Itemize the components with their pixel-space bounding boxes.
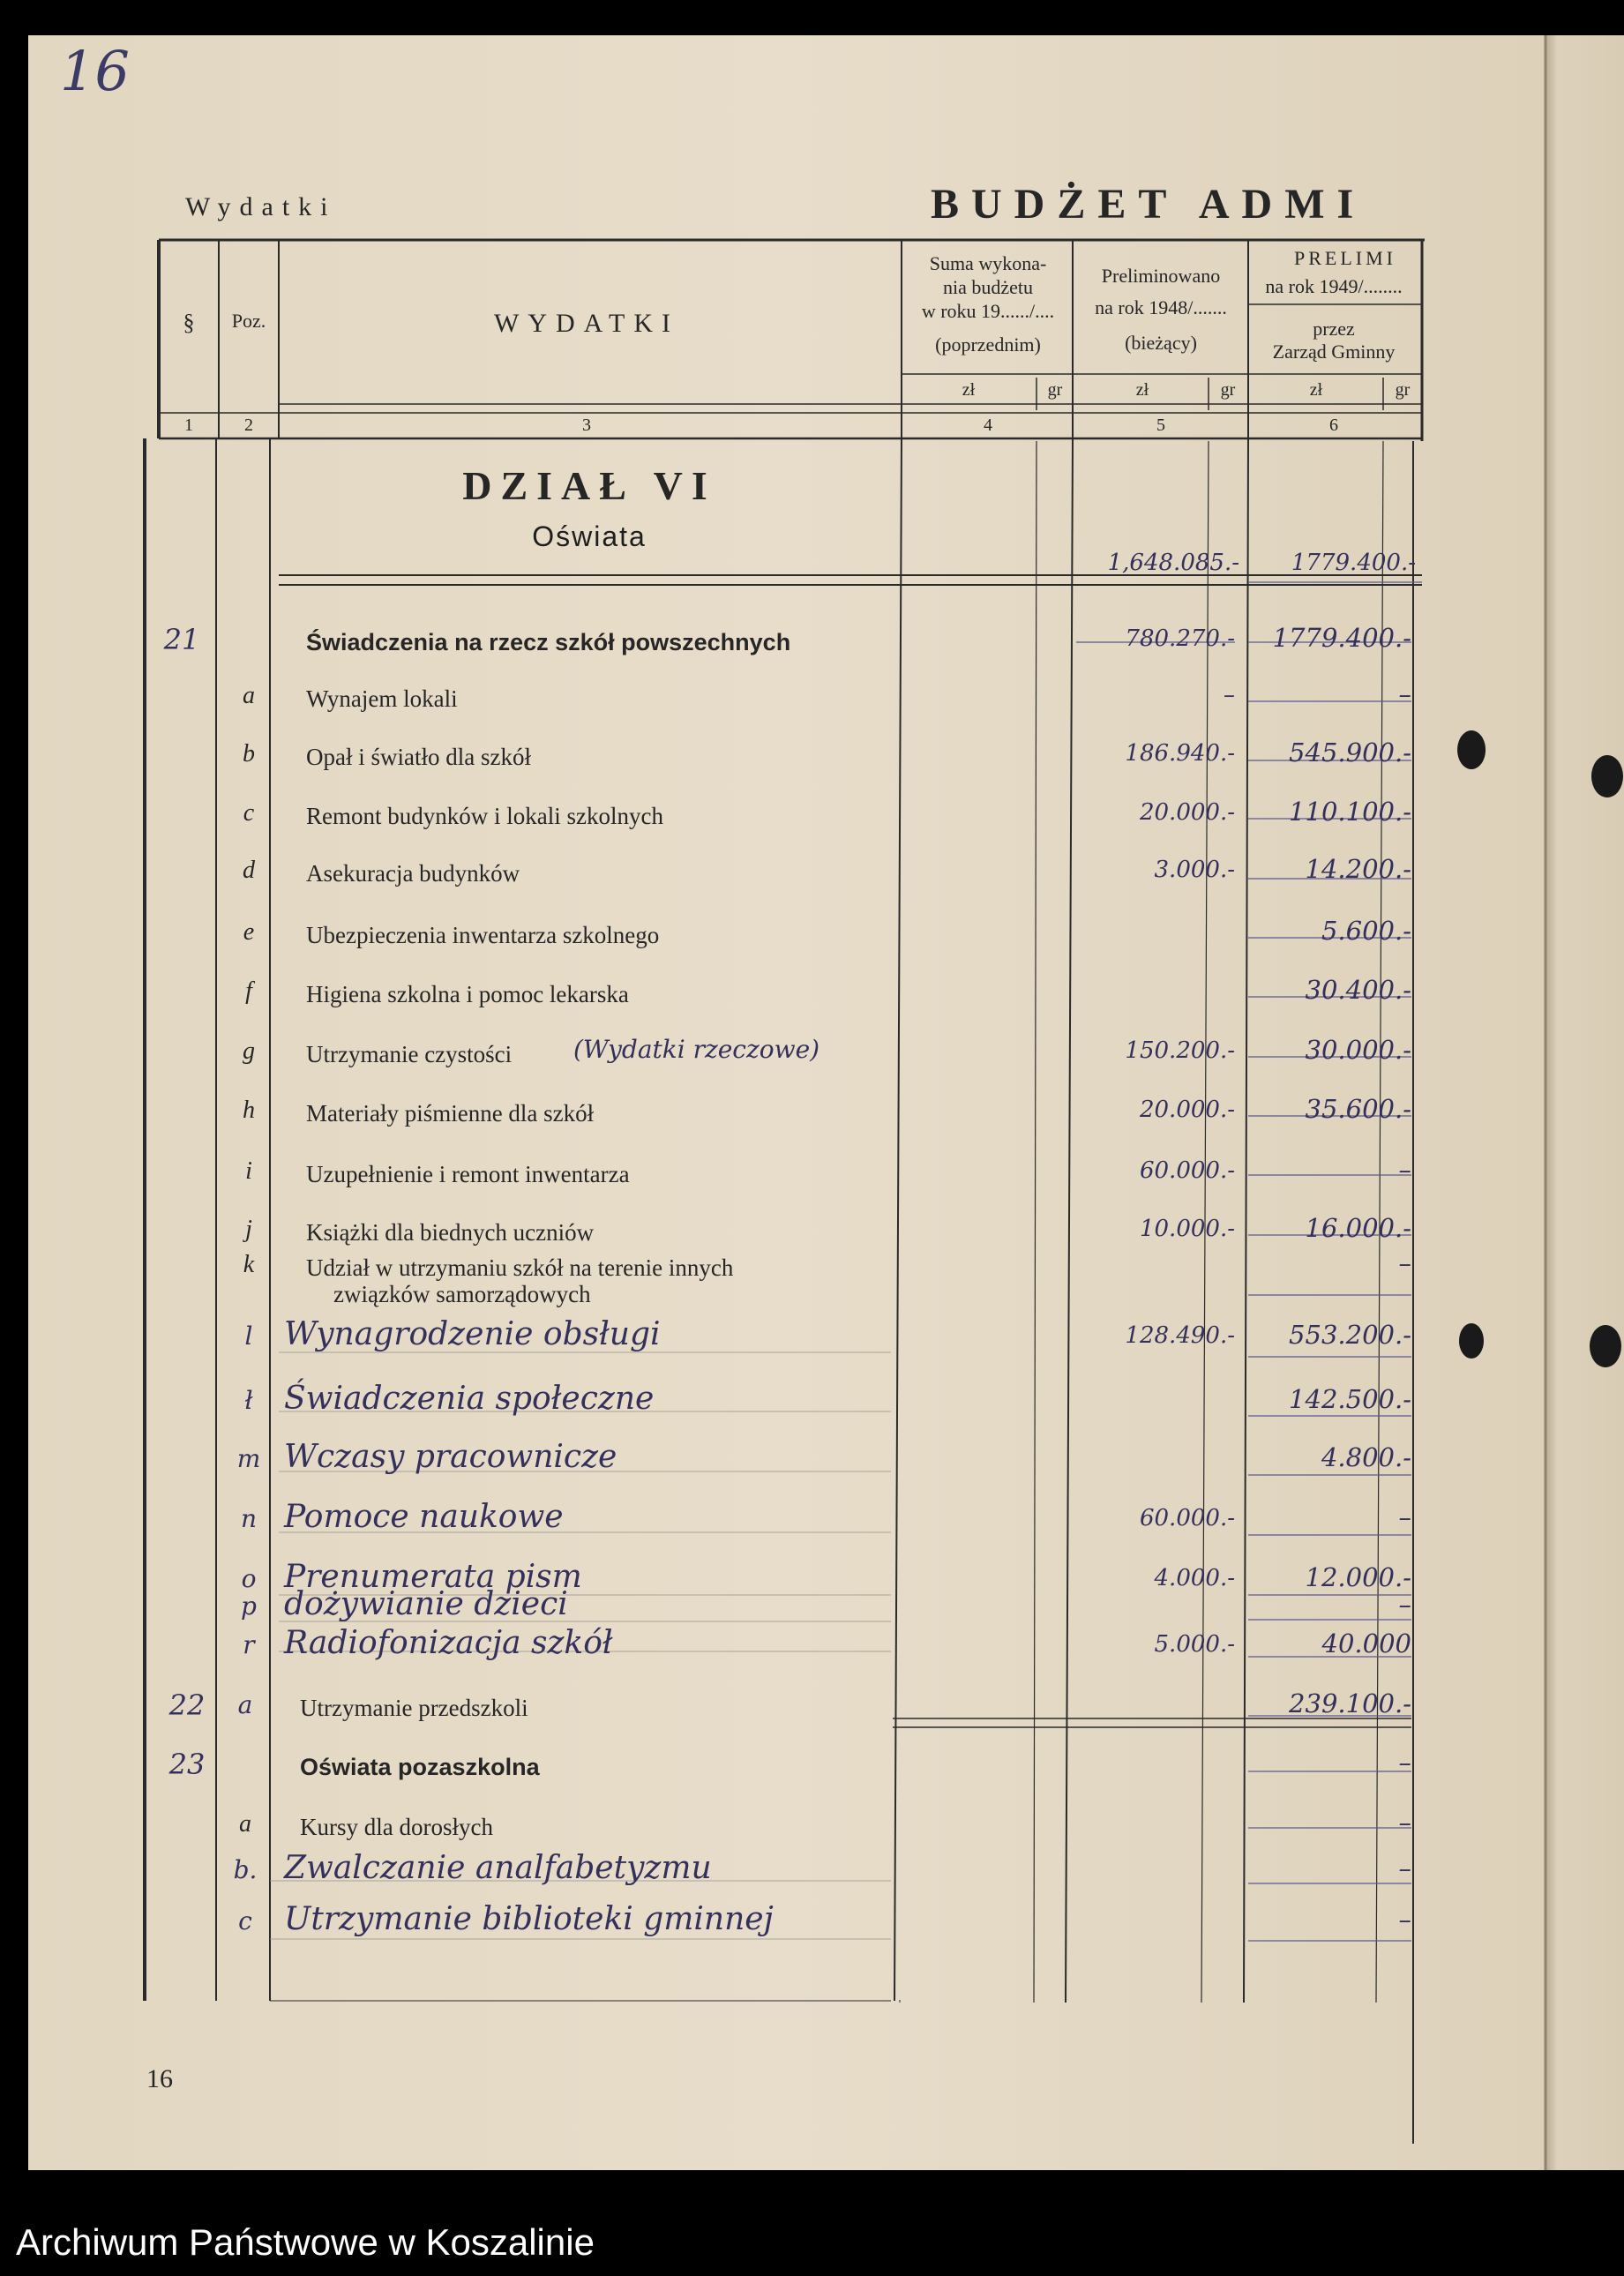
expense-label: Uzupełnienie i remont inwentarza [306, 1161, 630, 1187]
preliminary-1948-value: 780.270.- [1125, 625, 1235, 652]
expense-label-continued: związków samorządowych [333, 1281, 591, 1307]
position-letter: a [237, 1690, 253, 1719]
expense-label: Ubezpieczenia inwentarza szkolnego [306, 922, 660, 948]
col-number-5: 5 [1156, 416, 1165, 435]
preliminary-1948-value: 60.000.- [1139, 1157, 1235, 1184]
preliminary-1949-value: – [1398, 1905, 1411, 1935]
preliminary-1949-value: 12.000.- [1305, 1562, 1411, 1592]
section-label: Wydatki [185, 192, 337, 221]
col6-zl: zł [1309, 380, 1323, 400]
handwritten-expense-label: Prenumerata pism [284, 1559, 582, 1595]
position-letter: ł [244, 1386, 253, 1415]
position-letter: k [243, 1251, 255, 1278]
expense-label: Udział w utrzymaniu szkół na terenie innych [306, 1254, 734, 1281]
col-expenses-header: WYDATKI [494, 309, 679, 338]
preliminary-1948-value: 20.000.- [1139, 1097, 1235, 1123]
handwritten-expense-label: Zwalczanie analfabetyzmu [284, 1850, 712, 1886]
preliminary-1949-value: – [1398, 1155, 1411, 1185]
position-letter: c [238, 1906, 252, 1935]
position-letter: r [243, 1630, 255, 1659]
section-subtitle: Oświata [532, 520, 647, 552]
preliminary-1948-value: 5.000.- [1154, 1631, 1235, 1658]
expense-label: Utrzymanie przedszkoli [300, 1695, 528, 1721]
preliminary-1948-value: 10.000.- [1139, 1216, 1235, 1242]
handwritten-expense-label: Pomoce naukowe [284, 1499, 564, 1535]
preliminary-1949-value: – [1398, 1502, 1411, 1532]
preliminary-1949-value: 30.000.- [1305, 1035, 1411, 1065]
handwritten-expense-label: dożywianie dzieci [284, 1586, 568, 1622]
expense-label: Remont budynków i lokali szkolnych [306, 803, 663, 829]
col-position-header: Poz. [231, 310, 266, 332]
col4-header-line4: (poprzednim) [935, 333, 1041, 356]
position-letter: l [244, 1321, 253, 1351]
preliminary-1949-value: – [1398, 1590, 1411, 1620]
preliminary-1949-value: 545.900.- [1289, 737, 1411, 767]
col-number-3: 3 [582, 416, 591, 435]
preliminary-1949-value: 553.200.- [1289, 1320, 1411, 1350]
preliminary-1949-value: 4.800.- [1321, 1442, 1411, 1472]
preliminary-1949-value: 110.100.- [1289, 797, 1411, 827]
section-total-col6: 1779.400.- [1291, 550, 1416, 576]
col-number-6: 6 [1329, 416, 1338, 435]
preliminary-1949-value: 5.600.- [1321, 916, 1411, 946]
col6-header-line1: PRELIMI [1294, 247, 1396, 269]
preliminary-1948-value: – [1224, 682, 1235, 708]
col6-header-line2: na rok 1949/........ [1265, 275, 1403, 297]
col-paragraph-header: § [183, 310, 195, 335]
col6-gr: gr [1395, 380, 1411, 400]
col5-header-line1: Preliminowano [1101, 265, 1221, 287]
position-letter: p [241, 1591, 257, 1621]
position-letter: j [245, 1216, 252, 1243]
col-number-1: 1 [184, 416, 193, 435]
col5-header-line3: (bieżący) [1125, 332, 1197, 354]
archive-label: Archiwum Państwowe w Koszalinie [16, 2221, 595, 2263]
col5-header-line2: na rok 1948/....... [1095, 296, 1227, 318]
preliminary-1949-value: 16.000.- [1305, 1213, 1411, 1243]
position-letter: i [245, 1157, 252, 1185]
paragraph-number: 23 [168, 1748, 206, 1781]
col6-header-line4: Zarząd Gminny [1272, 341, 1396, 363]
preliminary-1948-value: 20.000.- [1139, 799, 1235, 826]
preliminary-1949-value: 142.500.- [1289, 1384, 1411, 1414]
expense-label: Kursy dla dorosłych [300, 1814, 493, 1840]
handwritten-expense-label: Świadczenia społeczne [284, 1381, 655, 1417]
col6-header-line3: przez [1313, 318, 1355, 340]
preliminary-1949-value: 239.100.- [1289, 1688, 1411, 1718]
paragraph-number: 22 [168, 1688, 206, 1722]
position-letter: b. [233, 1855, 258, 1884]
col-number-4: 4 [984, 416, 992, 435]
preliminary-1948-value: 128.490.- [1125, 1322, 1235, 1349]
preliminary-1949-value: – [1398, 679, 1411, 709]
col5-zl: zł [1135, 380, 1149, 400]
col4-gr: gr [1047, 380, 1063, 400]
expense-label: Utrzymanie czystości [306, 1041, 513, 1067]
preliminary-1949-value: 14.200.- [1305, 854, 1411, 884]
col-number-2: 2 [244, 416, 253, 435]
position-letter: m [236, 1444, 261, 1473]
position-letter: a [239, 1810, 251, 1838]
section-title: DZIAŁ VI [462, 463, 716, 508]
preliminary-1949-value: 1779.400.- [1272, 623, 1411, 653]
handwritten-note: (Wydatki rzeczowe) [573, 1035, 820, 1064]
expense-label: Opał i światło dla szkół [306, 744, 531, 770]
handwritten-expense-label: Utrzymanie biblioteki gminnej [284, 1901, 774, 1937]
folio-number: 16 [60, 39, 130, 103]
preliminary-1949-value: 35.600.- [1305, 1094, 1411, 1124]
position-letter: h [243, 1097, 255, 1124]
position-letter: f [245, 977, 252, 1005]
col5-gr: gr [1220, 380, 1236, 400]
position-letter: c [243, 799, 255, 827]
preliminary-1948-value: 3.000.- [1154, 857, 1235, 883]
page-number: 16 [146, 2064, 173, 2093]
handwritten-expense-label: Radiofonizacja szkół [284, 1625, 613, 1661]
preliminary-1949-value: – [1398, 1853, 1411, 1883]
expense-label: Materiały piśmienne dla szkół [306, 1100, 595, 1127]
position-letter: o [241, 1564, 257, 1593]
preliminary-1949-value: 30.400.- [1305, 975, 1411, 1005]
expense-label: Oświata pozaszkolna [300, 1754, 540, 1780]
position-letter: b [243, 740, 255, 767]
col4-header-line1: Suma wykona- [929, 252, 1047, 274]
preliminary-1949-value: – [1398, 1808, 1411, 1838]
preliminary-1948-value: 4.000.- [1154, 1565, 1235, 1591]
preliminary-1949-value: – [1398, 1248, 1411, 1278]
expense-label: Higiena szkolna i pomoc lekarska [306, 981, 629, 1007]
preliminary-1948-value: 186.940.- [1125, 740, 1235, 767]
next-page-edge [1545, 35, 1624, 2170]
col4-zl: zł [962, 380, 976, 400]
preliminary-1948-value: 60.000.- [1139, 1505, 1235, 1531]
expense-label: Wynajem lokali [306, 685, 458, 712]
col4-header-line3: w roku 19....../.... [921, 300, 1055, 322]
position-letter: g [243, 1037, 255, 1065]
page-title: BUDŻET ADMI [931, 181, 1366, 228]
handwritten-expense-label: Wynagrodzenie obsługi [284, 1316, 661, 1352]
paragraph-number: 21 [163, 623, 200, 656]
position-letter: e [243, 918, 255, 946]
section-total-col5: 1,648.085.- [1107, 550, 1239, 576]
expense-label: Świadczenia na rzecz szkół powszechnych [306, 629, 791, 655]
handwritten-expense-label: Wczasy pracownicze [284, 1439, 617, 1475]
preliminary-1949-value: 40.000 [1321, 1628, 1411, 1658]
preliminary-1949-value: – [1398, 1748, 1411, 1778]
position-letter: d [243, 857, 255, 884]
position-letter: a [243, 682, 255, 709]
expense-label: Książki dla biednych uczniów [306, 1219, 595, 1246]
col4-header-line2: nia budżetu [942, 276, 1034, 298]
position-letter: n [240, 1504, 258, 1533]
preliminary-1948-value: 150.200.- [1125, 1037, 1235, 1064]
expense-label: Asekuracja budynków [306, 860, 520, 887]
